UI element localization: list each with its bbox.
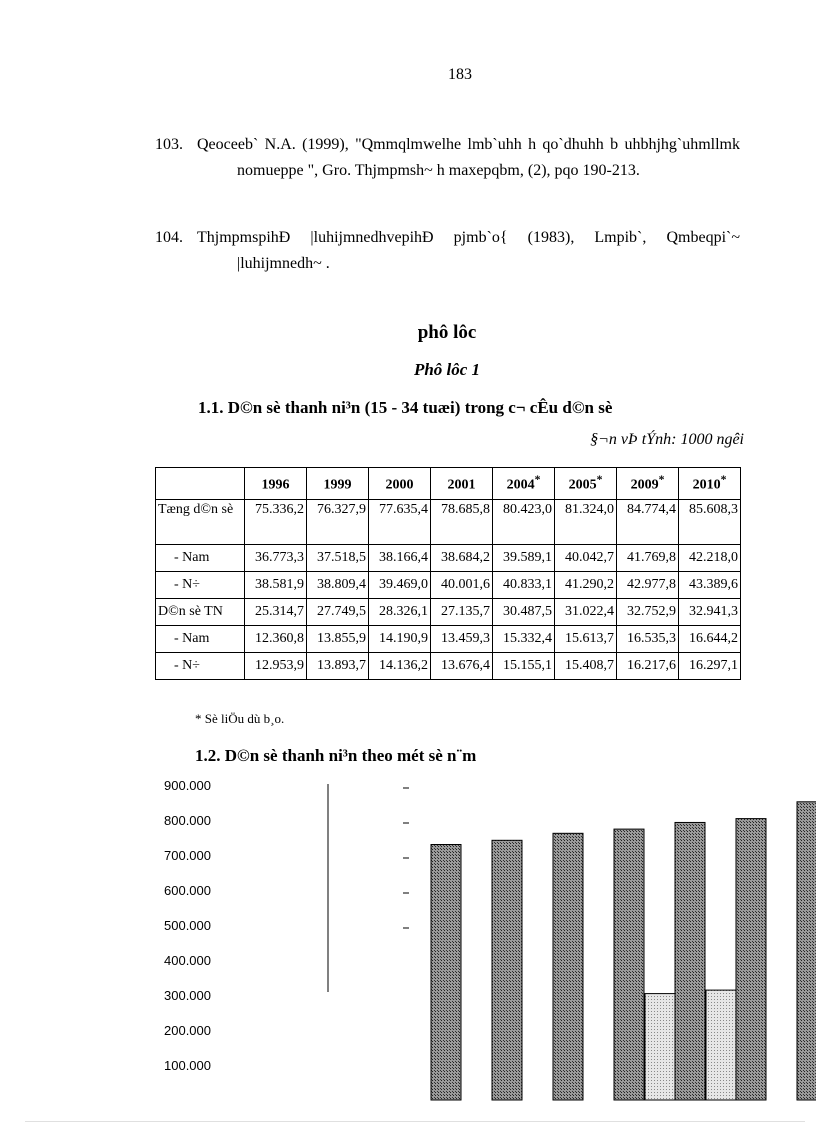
bar-youth xyxy=(645,994,675,1100)
bar-youth xyxy=(706,990,736,1100)
table-cell: 85.608,3 xyxy=(679,500,741,545)
row-label: - N÷ xyxy=(156,653,245,680)
table-cell: 43.389,6 xyxy=(679,572,741,599)
table-cell: 84.774,4 xyxy=(617,500,679,545)
header-cell xyxy=(156,468,245,500)
table-cell: 76.327,9 xyxy=(307,500,369,545)
table-row xyxy=(156,572,741,599)
table-cell: 13.459,3 xyxy=(431,626,493,653)
header-cell: 1996 xyxy=(245,468,307,500)
table-cell: 13.893,7 xyxy=(307,653,369,680)
bar-total xyxy=(797,802,816,1100)
bar-total xyxy=(431,845,461,1101)
table-cell: 32.941,3 xyxy=(679,599,741,626)
header-cell: 1999 xyxy=(307,468,369,500)
table-cell: 15.408,7 xyxy=(555,653,617,680)
table-cell: 27.749,5 xyxy=(307,599,369,626)
y-tick-label: 500.000 xyxy=(164,918,211,933)
table-cell: 28.326,1 xyxy=(369,599,431,626)
table-header-row xyxy=(156,468,741,500)
row-label: D©n sè TN xyxy=(156,599,245,626)
table-cell: 32.752,9 xyxy=(617,599,679,626)
table-cell: 37.518,5 xyxy=(307,545,369,572)
table-cell: 15.613,7 xyxy=(555,626,617,653)
table-cell: 30.487,5 xyxy=(493,599,555,626)
table-cell: 38.809,4 xyxy=(307,572,369,599)
table-cell: 13.676,4 xyxy=(431,653,493,680)
table-cell: 39.469,0 xyxy=(369,572,431,599)
row-label: Tæng d©n sè xyxy=(156,500,245,545)
table-cell: 77.635,4 xyxy=(369,500,431,545)
row-label: - N÷ xyxy=(156,572,245,599)
header-cell: 2009* xyxy=(617,468,679,500)
table-title: 1.1. D©n sè thanh ni³n (15 - 34 tuæi) trong c¬ cÊu d©n sè xyxy=(198,398,613,417)
table-cell: 38.581,9 xyxy=(245,572,307,599)
table-cell: 38.684,2 xyxy=(431,545,493,572)
table-cell: 13.855,9 xyxy=(307,626,369,653)
table-cell: 40.833,1 xyxy=(493,572,555,599)
table-cell: 40.001,6 xyxy=(431,572,493,599)
reference-text: ThjmpmspihÐ |luhijmnedhvepihÐ pjmb`o{ (1983), Lmpib`, Qmbeqpi`~ |luhijmnedh~ . xyxy=(197,229,740,272)
appendix-title: Phô lôc 1 xyxy=(413,360,481,379)
table-cell: 40.042,7 xyxy=(555,545,617,572)
y-tick-label: 400.000 xyxy=(164,953,211,968)
unit-note: §¬n vÞ tÝnh: 1000 ngêi xyxy=(590,431,744,448)
bar-total xyxy=(736,819,766,1100)
table-cell: 16.535,3 xyxy=(617,626,679,653)
reference-item xyxy=(155,132,740,184)
y-tick-label: 800.000 xyxy=(164,813,211,828)
row-label: - Nam xyxy=(156,545,245,572)
table-row xyxy=(156,545,741,572)
table-row xyxy=(156,626,741,653)
table-cell: 15.155,1 xyxy=(493,653,555,680)
table-cell: 41.290,2 xyxy=(555,572,617,599)
population-table xyxy=(155,467,741,680)
population-bar-chart xyxy=(0,768,816,1108)
reference-item xyxy=(155,225,740,277)
table-cell: 42.218,0 xyxy=(679,545,741,572)
bar-total xyxy=(675,822,705,1100)
header-cell: 2005* xyxy=(555,468,617,500)
table-cell: 36.773,3 xyxy=(245,545,307,572)
table-cell: 16.297,1 xyxy=(679,653,741,680)
bar-group xyxy=(431,802,816,1100)
table-cell: 16.217,6 xyxy=(617,653,679,680)
chart-title: 1.2. D©n sè thanh ni³n theo mét sè n¨m xyxy=(195,746,477,765)
table-row xyxy=(156,599,741,626)
y-axis-ticks xyxy=(164,778,409,1073)
y-tick-label: 200.000 xyxy=(164,1023,211,1038)
y-tick-label: 700.000 xyxy=(164,848,211,863)
table-cell: 12.953,9 xyxy=(245,653,307,680)
reference-number: 104. xyxy=(155,229,183,246)
reference-text: Qeoceeb` N.A. (1999), "Qmmqlmwelhe lmb`uhh h qo`dhuhh b uhbhjhg`uhmllmk nomueppe ", Gro. Thjmpmsh~ h maxepqbm, (2), pqo 190-213. xyxy=(197,136,740,179)
section-title: phô lôc xyxy=(417,322,477,343)
table-cell: 14.136,2 xyxy=(369,653,431,680)
table-cell: 80.423,0 xyxy=(493,500,555,545)
header-cell: 2000 xyxy=(369,468,431,500)
table-cell: 41.769,8 xyxy=(617,545,679,572)
table-cell: 81.324,0 xyxy=(555,500,617,545)
row-label: - Nam xyxy=(156,626,245,653)
page-footer-line xyxy=(25,1121,805,1122)
table-cell: 78.685,8 xyxy=(431,500,493,545)
table-cell: 42.977,8 xyxy=(617,572,679,599)
table-cell: 25.314,7 xyxy=(245,599,307,626)
table-cell: 12.360,8 xyxy=(245,626,307,653)
bar-total xyxy=(492,840,522,1100)
y-tick-label: 100.000 xyxy=(164,1058,211,1073)
table-cell: 75.336,2 xyxy=(245,500,307,545)
reference-number: 103. xyxy=(155,136,183,153)
table-cell: 39.589,1 xyxy=(493,545,555,572)
bar-total xyxy=(614,829,644,1100)
header-cell: 2004* xyxy=(493,468,555,500)
y-tick-label: 600.000 xyxy=(164,883,211,898)
footnote: * Sè liÖu dù b¸o. xyxy=(195,711,285,726)
table-cell: 27.135,7 xyxy=(431,599,493,626)
table-cell: 15.332,4 xyxy=(493,626,555,653)
y-tick-label: 300.000 xyxy=(164,988,211,1003)
page-number: 183 xyxy=(448,66,472,83)
table-row xyxy=(156,500,741,545)
table-cell: 16.644,2 xyxy=(679,626,741,653)
table-cell: 31.022,4 xyxy=(555,599,617,626)
bar-total xyxy=(553,833,583,1100)
table-cell: 38.166,4 xyxy=(369,545,431,572)
header-cell: 2010* xyxy=(679,468,741,500)
y-tick-label: 900.000 xyxy=(164,778,211,793)
table-row xyxy=(156,653,741,680)
table-cell: 14.190,9 xyxy=(369,626,431,653)
header-cell: 2001 xyxy=(431,468,493,500)
